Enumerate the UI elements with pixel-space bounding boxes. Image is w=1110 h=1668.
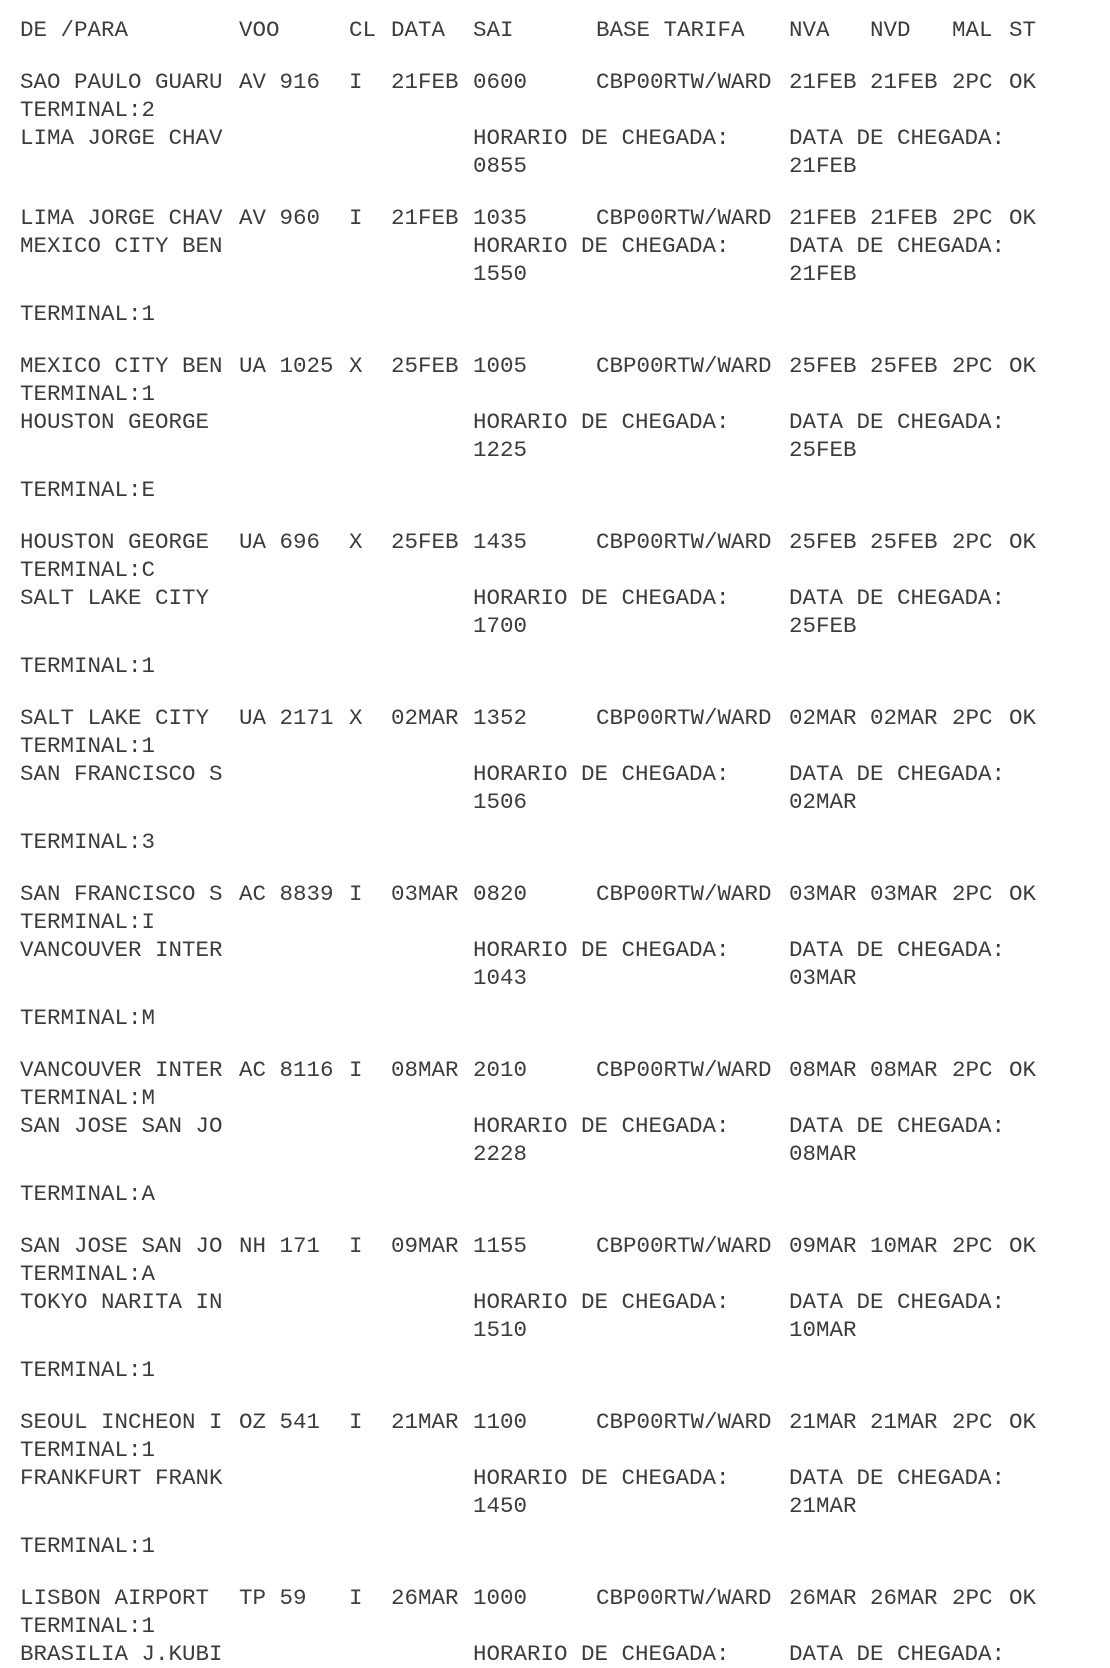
segment-nva: 25FEB xyxy=(789,529,857,555)
departure-terminal: TERMINAL:2 xyxy=(20,97,156,123)
spacer xyxy=(20,1032,1095,1056)
segment-arrival-values-row xyxy=(20,964,1095,992)
segment-arrival-row xyxy=(20,232,1095,260)
header-nvd: NVD xyxy=(870,17,911,43)
arrival-time-label: HORARIO DE CHEGADA: xyxy=(473,761,730,787)
segment-date: 21FEB xyxy=(391,205,459,231)
segment-to: MEXICO CITY BEN xyxy=(20,233,223,259)
segment-flight: AC 8116 xyxy=(239,1057,334,1083)
arrival-date: 03MAR xyxy=(789,965,857,991)
arrival-date: 21FEB xyxy=(789,153,857,179)
segment-departure-time: 0820 xyxy=(473,881,528,907)
segment-arrival-values-row xyxy=(20,152,1095,180)
segment-arrival-terminal-row xyxy=(20,828,1095,856)
segment-departure-time: 1005 xyxy=(473,353,528,379)
arrival-date-label: DATA DE CHEGADA: xyxy=(789,233,1006,259)
segment-nva: 21FEB xyxy=(789,69,857,95)
segment-nva: 09MAR xyxy=(789,1233,857,1259)
segment-main-row xyxy=(20,1056,1095,1084)
segment-main-row xyxy=(20,352,1095,380)
segment-class: I xyxy=(349,881,363,907)
spacer xyxy=(20,1560,1095,1584)
arrival-time: 1506 xyxy=(473,789,528,815)
segment-main-row xyxy=(20,528,1095,556)
departure-terminal: TERMINAL:1 xyxy=(20,733,156,759)
flight-segment xyxy=(20,1056,1095,1208)
arrival-time: 1225 xyxy=(473,437,528,463)
segment-date: 09MAR xyxy=(391,1233,459,1259)
segment-baggage: 2PC xyxy=(952,1409,993,1435)
segment-from: SAO PAULO GUARU xyxy=(20,69,223,95)
segment-date: 25FEB xyxy=(391,353,459,379)
segment-departure-terminal-row xyxy=(20,1084,1095,1112)
spacer xyxy=(20,640,1095,652)
flight-segment xyxy=(20,880,1095,1032)
spacer xyxy=(20,1384,1095,1408)
segment-date: 25FEB xyxy=(391,529,459,555)
header-nva: NVA xyxy=(789,17,830,43)
segment-from: HOUSTON GEORGE xyxy=(20,529,210,555)
segment-class: X xyxy=(349,529,363,555)
arrival-date: 08MAR xyxy=(789,1141,857,1167)
segment-date: 26MAR xyxy=(391,1585,459,1611)
segment-from: SEOUL INCHEON I xyxy=(20,1409,223,1435)
segment-status: OK xyxy=(1009,1233,1037,1259)
segment-departure-time: 1155 xyxy=(473,1233,528,1259)
segment-main-row xyxy=(20,1232,1095,1260)
header-fare-basis: BASE TARIFA xyxy=(596,17,745,43)
header-status: ST xyxy=(1009,17,1037,43)
arrival-time-label: HORARIO DE CHEGADA: xyxy=(473,1641,730,1667)
segment-arrival-terminal-row xyxy=(20,652,1095,680)
arrival-terminal: TERMINAL:1 xyxy=(20,1357,156,1383)
itinerary-document xyxy=(20,16,1095,1668)
spacer xyxy=(20,1520,1095,1532)
segment-baggage: 2PC xyxy=(952,69,993,95)
segment-fare-basis: CBP00RTW/WARD xyxy=(596,1057,772,1083)
segment-nvd: 10MAR xyxy=(870,1233,938,1259)
segment-departure-terminal-row xyxy=(20,1436,1095,1464)
segment-to: TOKYO NARITA IN xyxy=(20,1289,223,1315)
flight-segment xyxy=(20,704,1095,856)
arrival-date: 25FEB xyxy=(789,613,857,639)
arrival-time: 2228 xyxy=(473,1141,528,1167)
arrival-time-label: HORARIO DE CHEGADA: xyxy=(473,409,730,435)
segment-nvd: 26MAR xyxy=(870,1585,938,1611)
arrival-time-label: HORARIO DE CHEGADA: xyxy=(473,125,730,151)
segment-flight: AC 8839 xyxy=(239,881,334,907)
segment-fare-basis: CBP00RTW/WARD xyxy=(596,69,772,95)
segment-from: SAN JOSE SAN JO xyxy=(20,1233,223,1259)
segment-arrival-values-row xyxy=(20,1492,1095,1520)
arrival-terminal: TERMINAL:1 xyxy=(20,1533,156,1559)
flight-segment xyxy=(20,1584,1095,1668)
segment-nva: 26MAR xyxy=(789,1585,857,1611)
arrival-time-label: HORARIO DE CHEGADA: xyxy=(473,585,730,611)
arrival-date: 10MAR xyxy=(789,1317,857,1343)
segment-arrival-row xyxy=(20,1640,1095,1668)
segment-baggage: 2PC xyxy=(952,1057,993,1083)
segment-arrival-row xyxy=(20,1112,1095,1140)
arrival-terminal: TERMINAL:1 xyxy=(20,301,156,327)
flight-segment xyxy=(20,528,1095,680)
arrival-date-label: DATA DE CHEGADA: xyxy=(789,125,1006,151)
arrival-date-label: DATA DE CHEGADA: xyxy=(789,1641,1006,1667)
segment-departure-time: 1352 xyxy=(473,705,528,731)
header-departure: SAI xyxy=(473,17,514,43)
segment-main-row xyxy=(20,68,1095,96)
segment-nvd: 21MAR xyxy=(870,1409,938,1435)
segment-arrival-values-row xyxy=(20,788,1095,816)
segment-baggage: 2PC xyxy=(952,1233,993,1259)
segment-date: 21MAR xyxy=(391,1409,459,1435)
segment-to: SAN FRANCISCO S xyxy=(20,761,223,787)
spacer xyxy=(20,1208,1095,1232)
segment-nvd: 21FEB xyxy=(870,205,938,231)
flight-segment xyxy=(20,1408,1095,1560)
segment-arrival-terminal-row xyxy=(20,1532,1095,1560)
arrival-time: 1450 xyxy=(473,1493,528,1519)
segment-status: OK xyxy=(1009,881,1037,907)
segment-nvd: 21FEB xyxy=(870,69,938,95)
arrival-date: 25FEB xyxy=(789,437,857,463)
flight-segment xyxy=(20,352,1095,504)
segment-from: LIMA JORGE CHAV xyxy=(20,205,223,231)
segment-main-row xyxy=(20,880,1095,908)
segment-main-row xyxy=(20,204,1095,232)
segment-fare-basis: CBP00RTW/WARD xyxy=(596,205,772,231)
segment-departure-time: 2010 xyxy=(473,1057,528,1083)
segment-flight: AV 916 xyxy=(239,69,321,95)
segment-nvd: 02MAR xyxy=(870,705,938,731)
segment-arrival-row xyxy=(20,1464,1095,1492)
arrival-date: 21MAR xyxy=(789,1493,857,1519)
segment-flight: TP 59 xyxy=(239,1585,307,1611)
segment-arrival-row xyxy=(20,408,1095,436)
spacer xyxy=(20,328,1095,352)
segment-baggage: 2PC xyxy=(952,1585,993,1611)
arrival-date-label: DATA DE CHEGADA: xyxy=(789,1113,1006,1139)
arrival-date-label: DATA DE CHEGADA: xyxy=(789,585,1006,611)
segment-from: SALT LAKE CITY xyxy=(20,705,210,731)
segment-date: 21FEB xyxy=(391,69,459,95)
segment-departure-time: 1035 xyxy=(473,205,528,231)
segment-status: OK xyxy=(1009,1585,1037,1611)
departure-terminal: TERMINAL:1 xyxy=(20,381,156,407)
segment-fare-basis: CBP00RTW/WARD xyxy=(596,881,772,907)
header-row xyxy=(20,16,1095,44)
segment-class: I xyxy=(349,1585,363,1611)
segment-fare-basis: CBP00RTW/WARD xyxy=(596,353,772,379)
segment-class: X xyxy=(349,705,363,731)
segment-main-row xyxy=(20,1584,1095,1612)
segment-arrival-values-row xyxy=(20,260,1095,288)
segment-fare-basis: CBP00RTW/WARD xyxy=(596,1233,772,1259)
segment-date: 03MAR xyxy=(391,881,459,907)
segment-nvd: 08MAR xyxy=(870,1057,938,1083)
arrival-time: 1043 xyxy=(473,965,528,991)
segment-status: OK xyxy=(1009,69,1037,95)
segment-status: OK xyxy=(1009,705,1037,731)
departure-terminal: TERMINAL:M xyxy=(20,1085,156,1111)
segment-fare-basis: CBP00RTW/WARD xyxy=(596,705,772,731)
segment-departure-terminal-row xyxy=(20,556,1095,584)
flight-segment xyxy=(20,68,1095,180)
arrival-time: 1700 xyxy=(473,613,528,639)
segment-arrival-values-row xyxy=(20,1140,1095,1168)
segment-status: OK xyxy=(1009,1409,1037,1435)
segment-fare-basis: CBP00RTW/WARD xyxy=(596,529,772,555)
segment-flight: UA 1025 xyxy=(239,353,334,379)
segment-arrival-terminal-row xyxy=(20,1356,1095,1384)
segment-status: OK xyxy=(1009,1057,1037,1083)
departure-terminal: TERMINAL:C xyxy=(20,557,156,583)
flight-segment xyxy=(20,204,1095,328)
arrival-time-label: HORARIO DE CHEGADA: xyxy=(473,233,730,259)
arrival-date-label: DATA DE CHEGADA: xyxy=(789,937,1006,963)
segment-from: LISBON AIRPORT xyxy=(20,1585,210,1611)
segment-class: I xyxy=(349,1057,363,1083)
segment-nvd: 03MAR xyxy=(870,881,938,907)
arrival-terminal: TERMINAL:M xyxy=(20,1005,156,1031)
departure-terminal: TERMINAL:1 xyxy=(20,1437,156,1463)
segment-arrival-row xyxy=(20,124,1095,152)
segment-status: OK xyxy=(1009,529,1037,555)
segment-departure-terminal-row xyxy=(20,1612,1095,1640)
segment-baggage: 2PC xyxy=(952,529,993,555)
segment-status: OK xyxy=(1009,205,1037,231)
segment-nva: 08MAR xyxy=(789,1057,857,1083)
segment-to: BRASILIA J.KUBI xyxy=(20,1641,223,1667)
segment-class: I xyxy=(349,205,363,231)
segment-flight: UA 696 xyxy=(239,529,321,555)
arrival-terminal: TERMINAL:A xyxy=(20,1181,156,1207)
arrival-time: 1510 xyxy=(473,1317,528,1343)
segment-to: VANCOUVER INTER xyxy=(20,937,223,963)
segment-arrival-row xyxy=(20,936,1095,964)
header-date: DATA xyxy=(391,17,446,43)
segment-class: X xyxy=(349,353,363,379)
segment-departure-terminal-row xyxy=(20,732,1095,760)
arrival-time-label: HORARIO DE CHEGADA: xyxy=(473,1113,730,1139)
arrival-time-label: HORARIO DE CHEGADA: xyxy=(473,1465,730,1491)
spacer xyxy=(20,180,1095,204)
segment-date: 08MAR xyxy=(391,1057,459,1083)
segment-list xyxy=(20,44,1095,1668)
segment-arrival-row xyxy=(20,584,1095,612)
arrival-time-label: HORARIO DE CHEGADA: xyxy=(473,1289,730,1315)
segment-departure-terminal-row xyxy=(20,96,1095,124)
segment-fare-basis: CBP00RTW/WARD xyxy=(596,1409,772,1435)
departure-terminal: TERMINAL:1 xyxy=(20,1613,156,1639)
spacer xyxy=(20,856,1095,880)
segment-class: I xyxy=(349,1409,363,1435)
arrival-date-label: DATA DE CHEGADA: xyxy=(789,1465,1006,1491)
departure-terminal: TERMINAL:A xyxy=(20,1261,156,1287)
segment-arrival-terminal-row xyxy=(20,300,1095,328)
segment-flight: NH 171 xyxy=(239,1233,321,1259)
segment-nva: 03MAR xyxy=(789,881,857,907)
header-baggage: MAL xyxy=(952,17,993,43)
segment-nvd: 25FEB xyxy=(870,529,938,555)
arrival-date-label: DATA DE CHEGADA: xyxy=(789,409,1006,435)
arrival-terminal: TERMINAL:3 xyxy=(20,829,156,855)
segment-departure-terminal-row xyxy=(20,380,1095,408)
arrival-terminal: TERMINAL:1 xyxy=(20,653,156,679)
segment-baggage: 2PC xyxy=(952,881,993,907)
segment-nva: 02MAR xyxy=(789,705,857,731)
arrival-terminal: TERMINAL:E xyxy=(20,477,156,503)
segment-nva: 25FEB xyxy=(789,353,857,379)
flight-segment xyxy=(20,1232,1095,1384)
spacer xyxy=(20,464,1095,476)
segment-arrival-row xyxy=(20,760,1095,788)
spacer xyxy=(20,288,1095,300)
segment-class: I xyxy=(349,1233,363,1259)
segment-departure-time: 1100 xyxy=(473,1409,528,1435)
spacer xyxy=(20,44,1095,68)
segment-baggage: 2PC xyxy=(952,205,993,231)
departure-terminal: TERMINAL:I xyxy=(20,909,156,935)
segment-from: MEXICO CITY BEN xyxy=(20,353,223,379)
arrival-time-label: HORARIO DE CHEGADA: xyxy=(473,937,730,963)
segment-departure-time: 1000 xyxy=(473,1585,528,1611)
segment-departure-time: 0600 xyxy=(473,69,528,95)
segment-fare-basis: CBP00RTW/WARD xyxy=(596,1585,772,1611)
segment-class: I xyxy=(349,69,363,95)
segment-to: SAN JOSE SAN JO xyxy=(20,1113,223,1139)
arrival-time: 1550 xyxy=(473,261,528,287)
arrival-date: 21FEB xyxy=(789,261,857,287)
segment-departure-terminal-row xyxy=(20,908,1095,936)
spacer xyxy=(20,992,1095,1004)
header-from-to: DE /PARA xyxy=(20,17,129,43)
segment-main-row xyxy=(20,704,1095,732)
header-class: CL xyxy=(349,17,377,43)
segment-flight: AV 960 xyxy=(239,205,321,231)
segment-to: HOUSTON GEORGE xyxy=(20,409,210,435)
segment-from: SAN FRANCISCO S xyxy=(20,881,223,907)
segment-arrival-values-row xyxy=(20,436,1095,464)
header-flight: VOO xyxy=(239,17,280,43)
segment-nvd: 25FEB xyxy=(870,353,938,379)
segment-baggage: 2PC xyxy=(952,705,993,731)
segment-flight: UA 2171 xyxy=(239,705,334,731)
spacer xyxy=(20,816,1095,828)
segment-to: LIMA JORGE CHAV xyxy=(20,125,223,151)
spacer xyxy=(20,504,1095,528)
segment-arrival-values-row xyxy=(20,612,1095,640)
segment-arrival-row xyxy=(20,1288,1095,1316)
segment-status: OK xyxy=(1009,353,1037,379)
spacer xyxy=(20,1344,1095,1356)
arrival-date: 02MAR xyxy=(789,789,857,815)
segment-arrival-values-row xyxy=(20,1316,1095,1344)
segment-nva: 21FEB xyxy=(789,205,857,231)
segment-flight: OZ 541 xyxy=(239,1409,321,1435)
segment-departure-terminal-row xyxy=(20,1260,1095,1288)
segment-arrival-terminal-row xyxy=(20,476,1095,504)
spacer xyxy=(20,680,1095,704)
segment-main-row xyxy=(20,1408,1095,1436)
segment-date: 02MAR xyxy=(391,705,459,731)
arrival-time: 0855 xyxy=(473,153,528,179)
segment-to: FRANKFURT FRANK xyxy=(20,1465,223,1491)
arrival-date-label: DATA DE CHEGADA: xyxy=(789,1289,1006,1315)
segment-to: SALT LAKE CITY xyxy=(20,585,210,611)
arrival-date-label: DATA DE CHEGADA: xyxy=(789,761,1006,787)
segment-arrival-terminal-row xyxy=(20,1004,1095,1032)
segment-arrival-terminal-row xyxy=(20,1180,1095,1208)
spacer xyxy=(20,1168,1095,1180)
segment-from: VANCOUVER INTER xyxy=(20,1057,223,1083)
segment-nva: 21MAR xyxy=(789,1409,857,1435)
segment-departure-time: 1435 xyxy=(473,529,528,555)
segment-baggage: 2PC xyxy=(952,353,993,379)
